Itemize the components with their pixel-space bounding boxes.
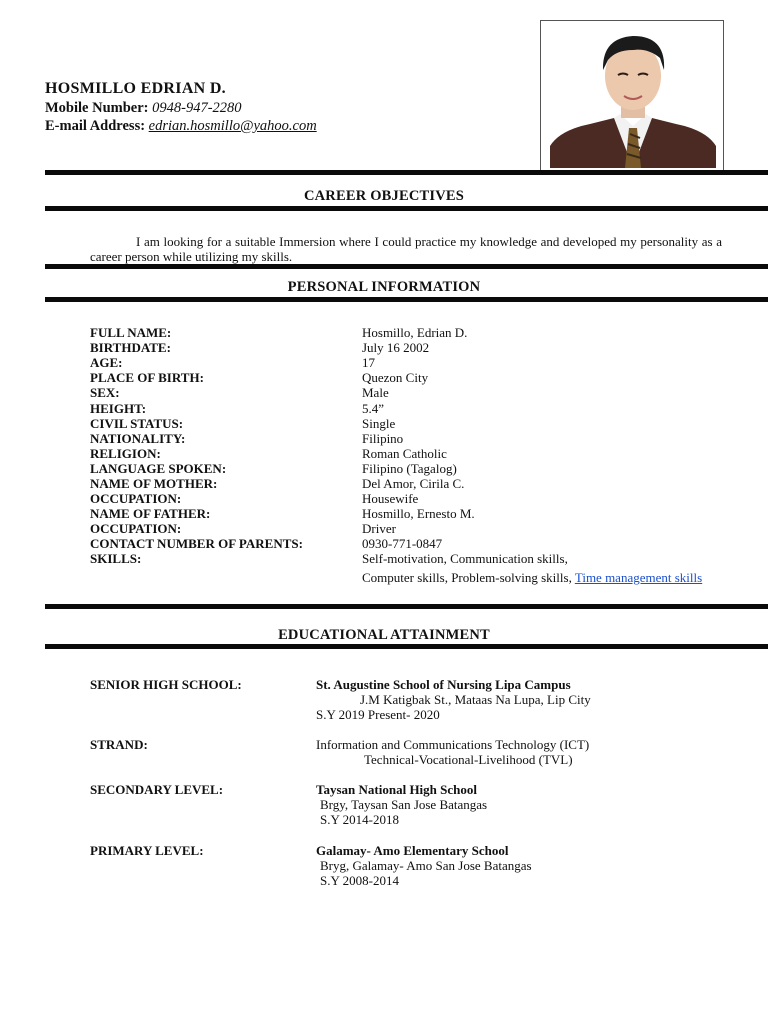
primary-address: Bryg, Galamay- Amo San Jose Batangas	[320, 858, 532, 873]
father-name-label: NAME OF FATHER:	[90, 506, 211, 521]
height-label: HEIGHT:	[90, 401, 147, 416]
sex-label: SEX:	[90, 385, 120, 400]
father-occupation-value: Driver	[362, 521, 396, 536]
primary-year: S.Y 2008-2014	[320, 873, 399, 888]
birthdate-value: July 16 2002	[362, 340, 430, 355]
skills-value: Self-motivation, Communication skills,	[362, 551, 568, 566]
religion-value: Roman Catholic	[362, 446, 447, 461]
full-name-value: Hosmillo, Edrian D.	[362, 325, 468, 340]
mobile-number-label: Mobile Number:	[45, 100, 149, 116]
skills-value-continued	[362, 570, 724, 585]
nationality-label: NATIONALITY:	[90, 431, 186, 446]
mother-occupation-value: Housewife	[362, 491, 419, 506]
primary-level-label: PRIMARY LEVEL:	[90, 843, 204, 858]
strand-line-2: Technical-Vocational-Livelihood (TVL)	[364, 752, 573, 767]
civil-status-value: Single	[362, 416, 396, 431]
age-label: AGE:	[90, 355, 123, 370]
mobile-number-line	[45, 100, 242, 117]
nationality-value: Filipino	[362, 431, 404, 446]
strand-line-1: Information and Communications Technology (ICT)	[316, 737, 590, 752]
section-divider	[45, 644, 768, 649]
father-name-value: Hosmillo, Ernesto M.	[362, 506, 475, 521]
full-name-label: FULL NAME:	[90, 325, 172, 340]
civil-status-label: CIVIL STATUS:	[90, 416, 184, 431]
email-address-link[interactable]: edrian.hosmillo@yahoo.com	[148, 118, 317, 134]
senior-high-school-name: St. Augustine School of Nursing Lipa Campus	[316, 677, 571, 692]
applicant-name: HOSMILLO EDRIAN D.	[45, 80, 226, 97]
section-divider	[45, 604, 768, 609]
religion-label: RELIGION:	[90, 446, 161, 461]
mobile-number-value: 0948-947-2280	[152, 100, 242, 116]
applicant-photo	[540, 20, 724, 172]
section-divider	[45, 206, 768, 211]
parents-contact-value: 0930-771-0847	[362, 536, 443, 551]
section-divider	[45, 170, 768, 175]
skills-continued-text: Computer skills, Problem-solving skills,	[362, 570, 575, 585]
father-occupation-label: OCCUPATION:	[90, 521, 182, 536]
age-value: 17	[362, 355, 375, 370]
secondary-year: S.Y 2014-2018	[320, 812, 399, 827]
senior-high-label: SENIOR HIGH SCHOOL:	[90, 677, 242, 692]
secondary-address: Brgy, Taysan San Jose Batangas	[320, 797, 488, 812]
email-address-line	[45, 118, 317, 135]
section-divider	[45, 264, 768, 269]
strand-label: STRAND:	[90, 737, 148, 752]
career-objectives-heading: CAREER OBJECTIVES	[303, 188, 465, 204]
height-value: 5.4”	[362, 401, 385, 416]
birthdate-label: BIRTHDATE:	[90, 340, 171, 355]
sex-value: Male	[362, 385, 389, 400]
skills-label: SKILLS:	[90, 551, 142, 566]
time-management-skills-link[interactable]: Time management skills	[574, 570, 703, 585]
place-of-birth-label: PLACE OF BIRTH:	[90, 370, 204, 385]
secondary-school-name: Taysan National High School	[316, 782, 477, 797]
primary-school-name: Galamay- Amo Elementary School	[316, 843, 509, 858]
career-objective-text: I am looking for a suitable Immersion where I could practice my knowledge and developed my personality as a career person while utilizing my skills.	[90, 234, 722, 264]
mother-occupation-label: OCCUPATION:	[90, 491, 182, 506]
mother-name-label: NAME OF MOTHER:	[90, 476, 218, 491]
parents-contact-label: CONTACT NUMBER OF PARENTS:	[90, 536, 303, 551]
place-of-birth-value: Quezon City	[362, 370, 429, 385]
email-address-label: E-mail Address:	[45, 118, 146, 134]
language-spoken-label: LANGUAGE SPOKEN:	[90, 461, 227, 476]
senior-high-address: J.M Katigbak St., Mataas Na Lupa, Lip City	[360, 692, 591, 707]
educational-attainment-heading: EDUCATIONAL ATTAINMENT	[278, 627, 490, 643]
senior-high-year: S.Y 2019 Present- 2020	[316, 707, 440, 722]
portrait-photo-icon	[550, 26, 716, 168]
personal-information-heading: PERSONAL INFORMATION	[287, 279, 481, 295]
language-spoken-value: Filipino (Tagalog)	[362, 461, 457, 476]
secondary-level-label: SECONDARY LEVEL:	[90, 782, 224, 797]
mother-name-value: Del Amor, Cirila C.	[362, 476, 465, 491]
section-divider	[45, 297, 768, 302]
